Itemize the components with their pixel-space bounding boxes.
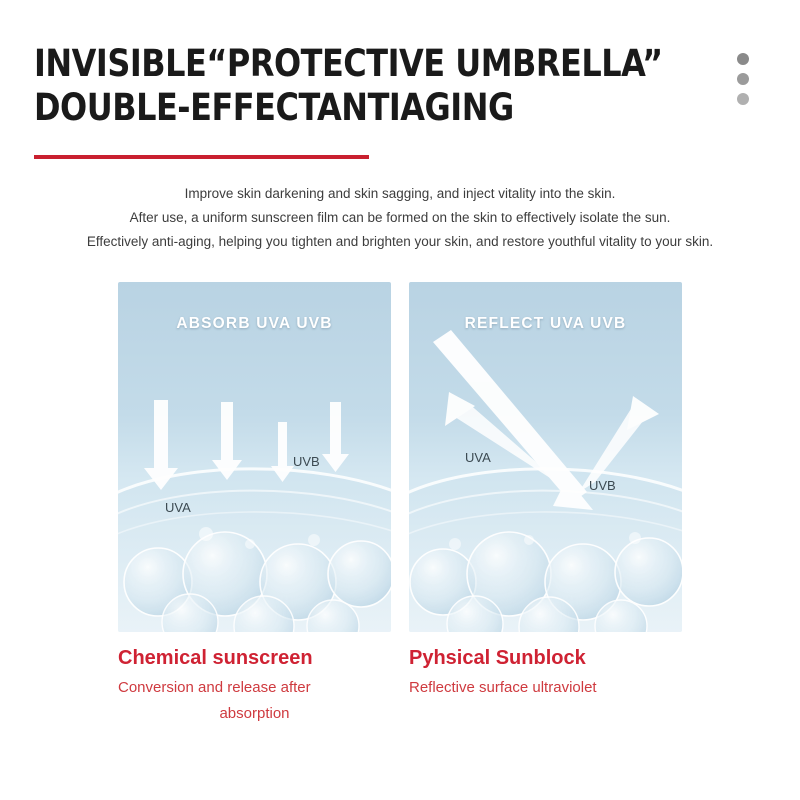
intro-paragraph — [0, 182, 800, 254]
caption-chemical-title: Chemical sunscreen — [118, 647, 313, 669]
absorb-illustration — [118, 282, 391, 632]
header — [34, 44, 774, 128]
caption-physical-sub-line1: Reflective surface ultraviolet — [409, 679, 597, 696]
intro-line-2: After use, a uniform sunscreen film can be formed on the skin to effectively isolate the sun. — [129, 210, 671, 225]
reflect-illustration — [409, 282, 682, 632]
label-uva: UVA — [165, 500, 191, 515]
intro-line-3: Effectively anti-aging, helping you tighten and brighten your skin, and restore youthful vitality to your skin. — [86, 234, 714, 249]
dot-icon — [737, 93, 749, 105]
dot-icon — [737, 53, 749, 65]
panel-reflect-title: REFLECT UVA UVB — [464, 315, 627, 332]
panel-absorb-title: ABSORB UVA UVB — [176, 315, 333, 332]
label-uvb: UVB — [293, 454, 320, 469]
accent-rule — [34, 155, 369, 159]
caption-chemical — [118, 645, 391, 727]
headline-line-2: DOUBLE-EFFECTANTIAGING — [34, 86, 514, 129]
dot-icon — [737, 73, 749, 85]
caption-chemical-sub-line2: absorption — [219, 705, 290, 722]
panel-reflect — [409, 282, 682, 632]
caption-chemical-sub — [118, 675, 391, 727]
caption-physical-sub — [409, 675, 682, 701]
decorative-dots — [737, 53, 749, 105]
label-uva: UVA — [465, 450, 491, 465]
caption-physical — [409, 645, 682, 727]
headline-line-1: INVISIBLE“PROTECTIVE UMBRELLA” — [34, 42, 663, 85]
caption-chemical-sub-line1: Conversion and release after — [118, 679, 311, 696]
intro-line-1: Improve skin darkening and skin sagging, and inject vitality into the skin. — [184, 186, 616, 201]
panel-absorb — [118, 282, 391, 632]
caption-physical-title: Pyhsical Sunblock — [409, 647, 586, 669]
captions-row — [118, 645, 682, 727]
label-uvb: UVB — [589, 478, 616, 493]
illustration-panels — [118, 282, 682, 632]
